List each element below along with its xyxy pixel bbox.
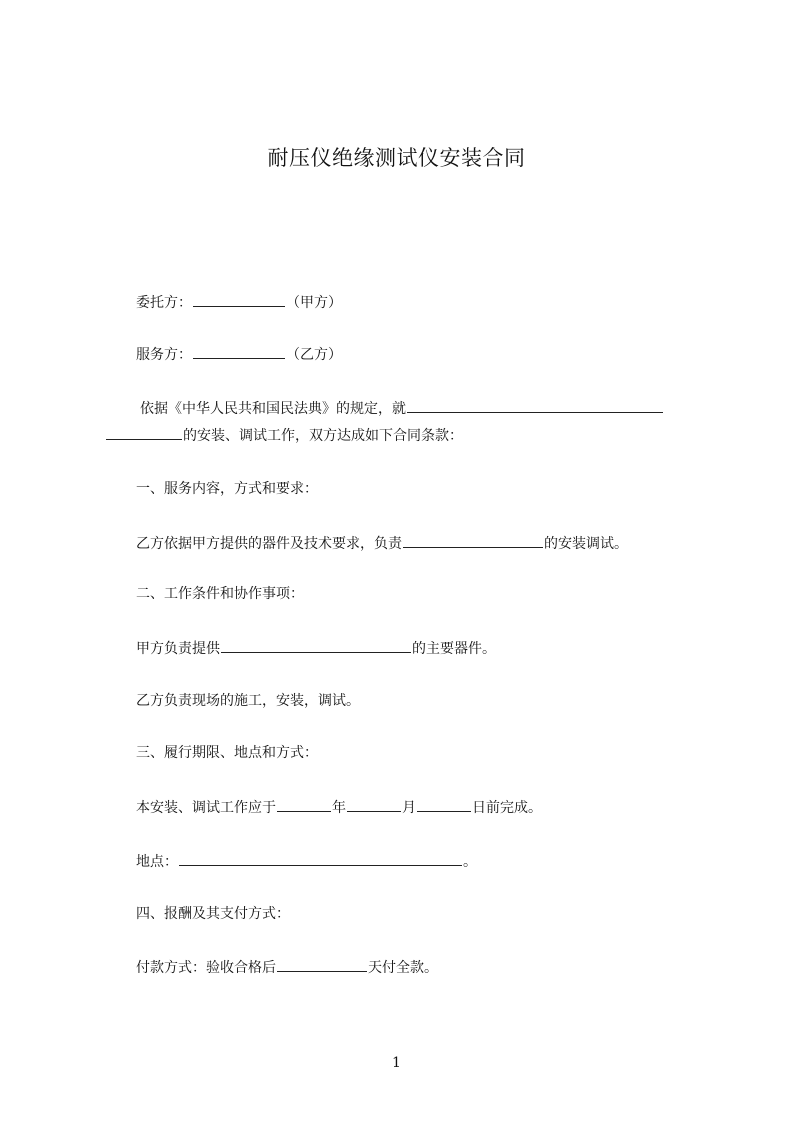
section-1-text: [136, 533, 628, 554]
location-blank[interactable]: [179, 851, 462, 866]
section-2-line-2: 乙方负责现场的施工，安装，调试。: [136, 693, 360, 709]
location-label: 地点：: [136, 854, 178, 870]
section-1-heading: 一、服务内容，方式和要求：: [136, 481, 318, 497]
location-line: [136, 851, 477, 872]
year-blank[interactable]: [277, 797, 331, 812]
section-4-heading: 四、报酬及其支付方式：: [136, 906, 290, 922]
section-1-text-prefix: 乙方依据甲方提供的器件及技术要求，负责: [136, 536, 402, 552]
document-title: 耐压仪绝缘测试仪安装合同: [267, 146, 526, 170]
components-blank[interactable]: [221, 638, 411, 653]
preamble-line-1: [140, 398, 664, 419]
month-label: 月: [402, 800, 416, 816]
deadline-prefix: 本安装、调试工作应于: [136, 800, 276, 816]
party-b-label: 服务方：: [136, 347, 192, 363]
preamble-blank-continued[interactable]: [106, 425, 182, 440]
preamble-text-2: 的安装、调试工作，双方达成如下合同条款：: [183, 428, 463, 444]
party-a-blank[interactable]: [193, 292, 285, 307]
location-suffix: 。: [463, 854, 477, 870]
section-2-line-1: [136, 638, 496, 659]
section-3-heading: 三、履行期限、地点和方式：: [136, 745, 318, 761]
section-2-heading: 二、工作条件和协作事项：: [136, 586, 304, 602]
year-label: 年: [332, 800, 346, 816]
party-b-line: [136, 344, 342, 365]
service-item-blank[interactable]: [403, 533, 543, 548]
preamble-blank[interactable]: [407, 398, 663, 413]
deadline-line: [136, 797, 542, 818]
payment-days-blank[interactable]: [277, 957, 367, 972]
payment-prefix: 付款方式：验收合格后: [136, 960, 276, 976]
day-suffix: 日前完成。: [472, 800, 542, 816]
section-2-line-1-prefix: 甲方负责提供: [136, 641, 220, 657]
day-blank[interactable]: [417, 797, 471, 812]
party-b-suffix: （乙方）: [286, 347, 342, 363]
party-a-line: [136, 292, 342, 313]
page-number: 1: [392, 1055, 401, 1071]
section-1-text-suffix: 的安装调试。: [544, 536, 628, 552]
party-a-label: 委托方：: [136, 295, 192, 311]
payment-suffix: 天付全款。: [368, 960, 438, 976]
month-blank[interactable]: [347, 797, 401, 812]
party-a-suffix: （甲方）: [286, 295, 342, 311]
section-2-line-1-suffix: 的主要器件。: [412, 641, 496, 657]
preamble-text-1: 依据《中华人民共和国民法典》的规定，就: [140, 401, 406, 417]
preamble-line-2: [105, 425, 463, 446]
party-b-blank[interactable]: [193, 344, 285, 359]
payment-line: [136, 957, 438, 978]
